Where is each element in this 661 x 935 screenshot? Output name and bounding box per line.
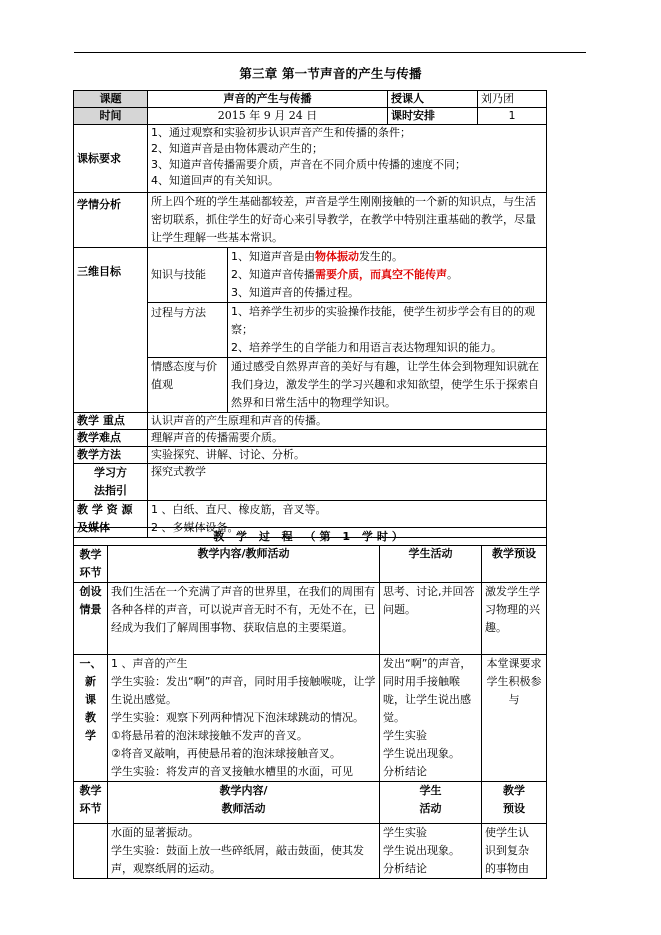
highlight-medium: 需要介质，而真空不能传声 bbox=[315, 268, 447, 281]
highlight-vibration: 物体振动 bbox=[315, 250, 359, 263]
guide-text: 探究式教学 bbox=[148, 464, 547, 501]
methods-label: 教学方法 bbox=[74, 447, 148, 464]
process-label: 过程与方法 bbox=[148, 303, 228, 358]
date-value: 2015 年 9 月 24 日 bbox=[148, 108, 388, 125]
emotion-text: 通过感受自然界声音的美好与有趣，让学生体会到物理知识就在我们身边，激发学生的学习兴趣和求知欲望，使学生乐于探索自然界和日常生活中的物理学知识。 bbox=[228, 358, 547, 413]
stage-new-lesson: 一、 新 课 教 学 bbox=[74, 655, 108, 782]
header-rule bbox=[74, 52, 586, 53]
time-label: 时间 bbox=[74, 108, 148, 125]
student-scenario: 思考、讨论,并回答问题。 bbox=[380, 583, 482, 655]
difficulty-label: 教学难点 bbox=[74, 430, 148, 447]
repeat-header-content: 教学内容/ 教师活动 bbox=[108, 782, 380, 824]
analysis-label: 学情分析 bbox=[74, 193, 148, 248]
knowledge-label: 知识与技能 bbox=[148, 248, 228, 303]
repeat-header-intent: 教学 预设 bbox=[482, 782, 547, 824]
process-bar: 教 学 过 程 （第 1 学时） bbox=[74, 528, 547, 546]
repeat-header-student: 学生 活动 bbox=[380, 782, 482, 824]
resource-item: 2 、多媒体设备。 bbox=[151, 521, 239, 534]
topic-label: 课题 bbox=[74, 91, 148, 108]
header-student: 学生活动 bbox=[380, 546, 482, 583]
curriculum-list bbox=[148, 125, 547, 193]
content-new-lesson: 1 、声音的产生 学生实验：发出“啊”的声音，同时用手接触喉咙，让学生说出感觉。 学生实验：观察下列两种情况下泡沫球跳动的情况。 ①将悬吊着的泡沫球接触不发声的音叉。 ②将音叉敲响，再使悬吊着的泡沫球接触音叉。 学生实验：将发声的音叉接触水槽里的水面，可见 bbox=[108, 655, 380, 782]
emotion-label: 情感态度与价值观 bbox=[148, 358, 228, 413]
content-scenario: 我们生活在一个充满了声音的世界里，在我们的周围有各种各样的声音，可以说声音无时不有，无处不在，已经成为我们了解周围事物、获取信息的主要渠道。 bbox=[108, 583, 380, 655]
resource-item: 1 、白纸、直尺、橡皮筋，音叉等。 bbox=[151, 503, 327, 516]
student-new-lesson: 发出“啊”的声音，同时用手接触喉咙，让学生说出感觉。 学生实验 学生说出现象。 分析结论 bbox=[380, 655, 482, 782]
teaching-process-table bbox=[73, 527, 547, 879]
goals-label: 三维目标 bbox=[74, 248, 148, 413]
knowledge-text: 1、知道声音是由物体振动发生的。 2、知道声音传播需要介质，而真空不能传声。 3、知道声音的传播过程。 bbox=[228, 248, 547, 303]
curriculum-item: 2、知道声音是由物体震动产生的； bbox=[151, 142, 323, 155]
intent-new-lesson: 本堂课要求学生积极参与 bbox=[482, 655, 547, 782]
content-continued: 水面的显著振动。 学生实验：鼓面上放一些碎纸屑，敲击鼓面，使其发声，观察纸屑的运动。 bbox=[108, 824, 380, 879]
repeat-header-stage: 教学 环节 bbox=[74, 782, 108, 824]
keypoints-label: 教学 重点 bbox=[74, 413, 148, 430]
topic-value: 声音的产生与传播 bbox=[148, 91, 388, 108]
header-content: 教学内容/教师活动 bbox=[108, 546, 380, 583]
methods-text: 实验探究、讲解、讨论、分析。 bbox=[148, 447, 547, 464]
process-text: 1、培养学生初步的实验操作技能，使学生初步学会有目的的观察； 2、培养学生的自学能力和用语言表达物理知识的能力。 bbox=[228, 303, 547, 358]
hours-label: 课时安排 bbox=[388, 108, 478, 125]
guide-label: 学习方 法指引 bbox=[74, 464, 148, 501]
intent-scenario: 激发学生学习物理的兴趣。 bbox=[482, 583, 547, 655]
stage-scenario: 创设情景 bbox=[74, 583, 108, 655]
header-intent: 教学预设 bbox=[482, 546, 547, 583]
analysis-text: 所上四个班的学生基础都较差，声音是学生刚刚接触的一个新的知识点，与生活密切联系，抓住学生的好奇心来引导教学，在教学中特别注重基础的教学，尽量让学生理解一些基本常识。 bbox=[148, 193, 547, 248]
curriculum-label: 课标要求 bbox=[74, 125, 148, 193]
curriculum-item: 4、知道回声的有关知识。 bbox=[151, 174, 279, 187]
hours-value: 1 bbox=[478, 108, 547, 125]
teacher-value: 刘乃团 bbox=[478, 91, 547, 108]
header-stage: 教学环节 bbox=[74, 546, 108, 583]
teacher-label: 授课人 bbox=[388, 91, 478, 108]
lesson-info-table bbox=[73, 90, 547, 538]
student-continued: 学生实验 学生说出现象。 分析结论 bbox=[380, 824, 482, 879]
resources-label: 教 学 资 源 及媒体 bbox=[74, 501, 148, 538]
curriculum-item: 1、通过观察和实验初步认识声音产生和传播的条件； bbox=[151, 126, 411, 139]
difficulty-text: 理解声音的传播需要介质。 bbox=[148, 430, 547, 447]
intent-continued: 使学生认 识到复杂 的事物由 bbox=[482, 824, 547, 879]
stage-continued bbox=[74, 824, 108, 879]
curriculum-item: 3、知道声音传播需要介质，声音在不同介质中传播的速度不同； bbox=[151, 158, 466, 171]
page-title: 第三章 第一节声音的产生与传播 bbox=[239, 66, 422, 81]
keypoints-text: 认识声音的产生原理和声音的传播。 bbox=[148, 413, 547, 430]
